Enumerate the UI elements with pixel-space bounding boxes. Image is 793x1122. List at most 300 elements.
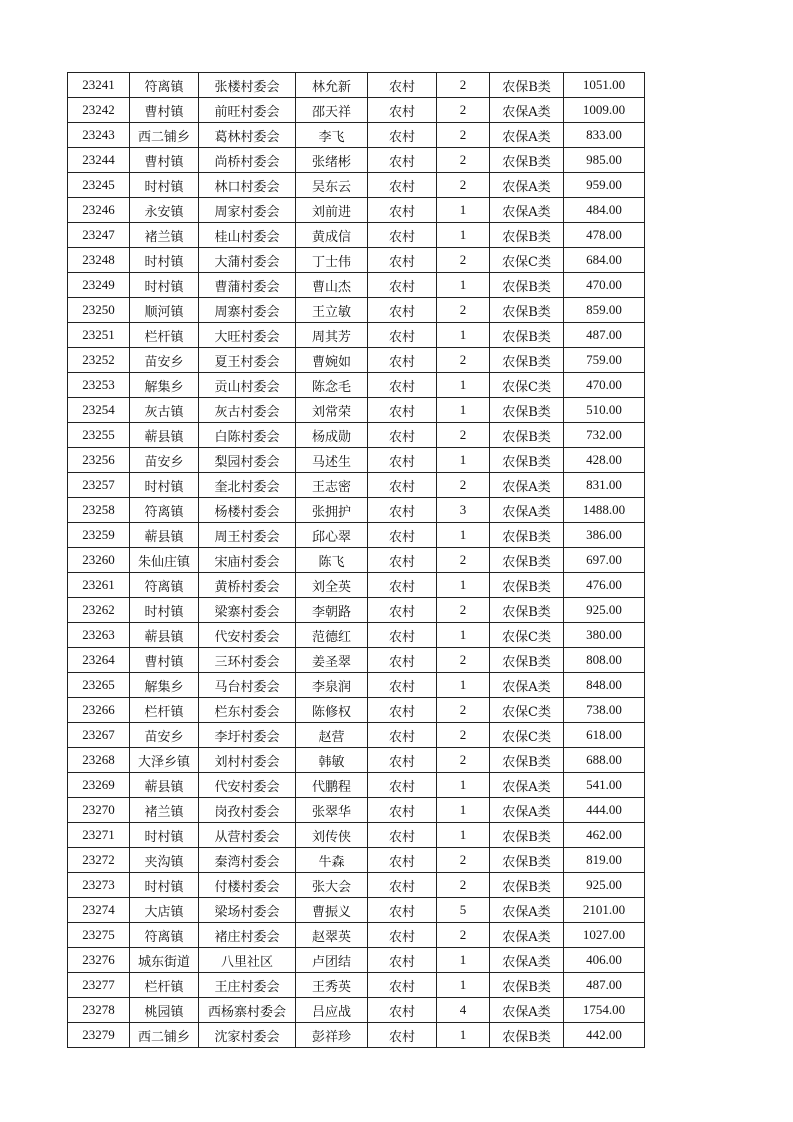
cell-town: 时村镇	[130, 873, 199, 898]
cell-household-size: 1	[437, 973, 490, 998]
cell-row-id: 23269	[68, 773, 130, 798]
cell-household-size: 2	[437, 298, 490, 323]
cell-area-type: 农村	[368, 273, 437, 298]
cell-town: 大泽乡镇	[130, 748, 199, 773]
cell-village: 沈家村委会	[199, 1023, 296, 1048]
cell-name: 刘前进	[296, 198, 368, 223]
cell-household-size: 2	[437, 748, 490, 773]
cell-village: 曹蒲村委会	[199, 273, 296, 298]
cell-row-id: 23254	[68, 398, 130, 423]
cell-amount: 1488.00	[564, 498, 645, 523]
table-row	[68, 423, 645, 448]
cell-household-size: 2	[437, 173, 490, 198]
cell-town: 蕲县镇	[130, 773, 199, 798]
cell-area-type: 农村	[368, 398, 437, 423]
table-row	[68, 723, 645, 748]
table-row	[68, 823, 645, 848]
cell-row-id: 23251	[68, 323, 130, 348]
table-row	[68, 698, 645, 723]
cell-insurance-class: 农保B类	[490, 73, 564, 98]
cell-row-id: 23248	[68, 248, 130, 273]
cell-area-type: 农村	[368, 473, 437, 498]
cell-amount: 406.00	[564, 948, 645, 973]
cell-village: 褚庄村委会	[199, 923, 296, 948]
cell-household-size: 2	[437, 548, 490, 573]
cell-area-type: 农村	[368, 923, 437, 948]
cell-amount: 925.00	[564, 598, 645, 623]
cell-amount: 1051.00	[564, 73, 645, 98]
cell-household-size: 4	[437, 998, 490, 1023]
cell-row-id: 23260	[68, 548, 130, 573]
cell-village: 白陈村委会	[199, 423, 296, 448]
cell-name: 曹振义	[296, 898, 368, 923]
cell-village: 奎北村委会	[199, 473, 296, 498]
cell-area-type: 农村	[368, 623, 437, 648]
cell-amount: 808.00	[564, 648, 645, 673]
cell-insurance-class: 农保B类	[490, 348, 564, 373]
cell-town: 西二铺乡	[130, 123, 199, 148]
cell-name: 李朝路	[296, 598, 368, 623]
table-row	[68, 323, 645, 348]
cell-insurance-class: 农保B类	[490, 848, 564, 873]
cell-row-id: 23244	[68, 148, 130, 173]
cell-insurance-class: 农保A类	[490, 198, 564, 223]
table-row	[68, 73, 645, 98]
cell-amount: 848.00	[564, 673, 645, 698]
cell-town: 符离镇	[130, 923, 199, 948]
table-row	[68, 598, 645, 623]
cell-row-id: 23253	[68, 373, 130, 398]
cell-town: 苗安乡	[130, 723, 199, 748]
table-row	[68, 398, 645, 423]
cell-row-id: 23241	[68, 73, 130, 98]
cell-row-id: 23246	[68, 198, 130, 223]
cell-town: 曹村镇	[130, 98, 199, 123]
cell-village: 王庄村委会	[199, 973, 296, 998]
cell-town: 夹沟镇	[130, 848, 199, 873]
cell-insurance-class: 农保A类	[490, 923, 564, 948]
cell-insurance-class: 农保A类	[490, 998, 564, 1023]
cell-amount: 484.00	[564, 198, 645, 223]
cell-village: 秦湾村委会	[199, 848, 296, 873]
cell-amount: 487.00	[564, 973, 645, 998]
cell-village: 杨楼村委会	[199, 498, 296, 523]
cell-village: 八里社区	[199, 948, 296, 973]
cell-village: 林口村委会	[199, 173, 296, 198]
table-row	[68, 523, 645, 548]
cell-village: 前旺村委会	[199, 98, 296, 123]
cell-town: 灰古镇	[130, 398, 199, 423]
cell-insurance-class: 农保A类	[490, 498, 564, 523]
cell-name: 彭祥珍	[296, 1023, 368, 1048]
table-row	[68, 248, 645, 273]
cell-area-type: 农村	[368, 148, 437, 173]
cell-row-id: 23279	[68, 1023, 130, 1048]
cell-household-size: 1	[437, 448, 490, 473]
cell-row-id: 23255	[68, 423, 130, 448]
cell-amount: 442.00	[564, 1023, 645, 1048]
cell-name: 刘常荣	[296, 398, 368, 423]
cell-row-id: 23277	[68, 973, 130, 998]
cell-household-size: 2	[437, 873, 490, 898]
cell-household-size: 1	[437, 198, 490, 223]
cell-insurance-class: 农保B类	[490, 873, 564, 898]
cell-village: 张楼村委会	[199, 73, 296, 98]
cell-insurance-class: 农保B类	[490, 598, 564, 623]
cell-town: 时村镇	[130, 473, 199, 498]
cell-village: 葛林村委会	[199, 123, 296, 148]
cell-town: 大店镇	[130, 898, 199, 923]
cell-town: 蕲县镇	[130, 623, 199, 648]
cell-town: 解集乡	[130, 373, 199, 398]
cell-name: 曹婉如	[296, 348, 368, 373]
cell-village: 付楼村委会	[199, 873, 296, 898]
cell-insurance-class: 农保C类	[490, 373, 564, 398]
cell-row-id: 23267	[68, 723, 130, 748]
cell-area-type: 农村	[368, 798, 437, 823]
cell-household-size: 2	[437, 248, 490, 273]
cell-area-type: 农村	[368, 73, 437, 98]
cell-insurance-class: 农保C类	[490, 698, 564, 723]
cell-area-type: 农村	[368, 773, 437, 798]
cell-name: 陈念毛	[296, 373, 368, 398]
cell-amount: 386.00	[564, 523, 645, 548]
cell-amount: 476.00	[564, 573, 645, 598]
cell-amount: 470.00	[564, 373, 645, 398]
cell-household-size: 1	[437, 623, 490, 648]
cell-row-id: 23257	[68, 473, 130, 498]
table-row	[68, 148, 645, 173]
table-row	[68, 1023, 645, 1048]
cell-village: 岗孜村委会	[199, 798, 296, 823]
cell-row-id: 23276	[68, 948, 130, 973]
cell-area-type: 农村	[368, 1023, 437, 1048]
cell-amount: 684.00	[564, 248, 645, 273]
cell-area-type: 农村	[368, 348, 437, 373]
cell-area-type: 农村	[368, 198, 437, 223]
cell-town: 朱仙庄镇	[130, 548, 199, 573]
cell-insurance-class: 农保B类	[490, 973, 564, 998]
cell-amount: 833.00	[564, 123, 645, 148]
table-row	[68, 948, 645, 973]
cell-town: 苗安乡	[130, 448, 199, 473]
cell-town: 栏杆镇	[130, 698, 199, 723]
table-row	[68, 898, 645, 923]
cell-insurance-class: 农保A类	[490, 798, 564, 823]
cell-amount: 478.00	[564, 223, 645, 248]
cell-insurance-class: 农保B类	[490, 648, 564, 673]
cell-town: 苗安乡	[130, 348, 199, 373]
cell-household-size: 1	[437, 223, 490, 248]
cell-area-type: 农村	[368, 873, 437, 898]
cell-row-id: 23270	[68, 798, 130, 823]
cell-row-id: 23266	[68, 698, 130, 723]
table-row	[68, 973, 645, 998]
cell-row-id: 23259	[68, 523, 130, 548]
cell-household-size: 2	[437, 648, 490, 673]
cell-amount: 1009.00	[564, 98, 645, 123]
cell-household-size: 2	[437, 423, 490, 448]
cell-household-size: 1	[437, 323, 490, 348]
cell-village: 从营村委会	[199, 823, 296, 848]
cell-name: 张绪彬	[296, 148, 368, 173]
cell-amount: 541.00	[564, 773, 645, 798]
cell-amount: 444.00	[564, 798, 645, 823]
cell-amount: 697.00	[564, 548, 645, 573]
cell-town: 符离镇	[130, 498, 199, 523]
cell-row-id: 23247	[68, 223, 130, 248]
cell-name: 杨成勋	[296, 423, 368, 448]
cell-household-size: 1	[437, 273, 490, 298]
cell-village: 周寨村委会	[199, 298, 296, 323]
cell-town: 桃园镇	[130, 998, 199, 1023]
cell-name: 李飞	[296, 123, 368, 148]
cell-insurance-class: 农保B类	[490, 423, 564, 448]
cell-town: 栏杆镇	[130, 323, 199, 348]
cell-name: 韩敏	[296, 748, 368, 773]
cell-insurance-class: 农保B类	[490, 298, 564, 323]
cell-amount: 831.00	[564, 473, 645, 498]
cell-town: 顺河镇	[130, 298, 199, 323]
cell-area-type: 农村	[368, 823, 437, 848]
table-row	[68, 798, 645, 823]
cell-name: 赵翠英	[296, 923, 368, 948]
cell-insurance-class: 农保B类	[490, 823, 564, 848]
cell-village: 梁寨村委会	[199, 598, 296, 623]
cell-amount: 1027.00	[564, 923, 645, 948]
cell-row-id: 23250	[68, 298, 130, 323]
cell-area-type: 农村	[368, 298, 437, 323]
table-row	[68, 673, 645, 698]
cell-village: 夏王村委会	[199, 348, 296, 373]
cell-village: 大蒲村委会	[199, 248, 296, 273]
cell-town: 时村镇	[130, 173, 199, 198]
table-row	[68, 373, 645, 398]
cell-name: 赵营	[296, 723, 368, 748]
cell-household-size: 2	[437, 923, 490, 948]
cell-area-type: 农村	[368, 123, 437, 148]
cell-town: 曹村镇	[130, 148, 199, 173]
cell-household-size: 2	[437, 473, 490, 498]
cell-amount: 428.00	[564, 448, 645, 473]
cell-amount: 759.00	[564, 348, 645, 373]
cell-name: 代鹏程	[296, 773, 368, 798]
cell-name: 牛森	[296, 848, 368, 873]
table-row	[68, 548, 645, 573]
cell-village: 灰古村委会	[199, 398, 296, 423]
cell-row-id: 23258	[68, 498, 130, 523]
cell-household-size: 1	[437, 673, 490, 698]
cell-insurance-class: 农保B类	[490, 1023, 564, 1048]
table-row	[68, 348, 645, 373]
cell-row-id: 23275	[68, 923, 130, 948]
cell-insurance-class: 农保B类	[490, 548, 564, 573]
cell-row-id: 23245	[68, 173, 130, 198]
cell-name: 张翠华	[296, 798, 368, 823]
cell-area-type: 农村	[368, 598, 437, 623]
cell-area-type: 农村	[368, 673, 437, 698]
table-row	[68, 223, 645, 248]
cell-household-size: 2	[437, 148, 490, 173]
cell-insurance-class: 农保C类	[490, 623, 564, 648]
cell-town: 时村镇	[130, 248, 199, 273]
cell-household-size: 2	[437, 698, 490, 723]
cell-insurance-class: 农保B类	[490, 573, 564, 598]
table-row	[68, 498, 645, 523]
cell-area-type: 农村	[368, 173, 437, 198]
cell-town: 永安镇	[130, 198, 199, 223]
cell-village: 宋庙村委会	[199, 548, 296, 573]
cell-area-type: 农村	[368, 848, 437, 873]
table-row	[68, 123, 645, 148]
cell-household-size: 1	[437, 523, 490, 548]
cell-area-type: 农村	[368, 373, 437, 398]
cell-town: 时村镇	[130, 598, 199, 623]
cell-insurance-class: 农保B类	[490, 148, 564, 173]
cell-row-id: 23274	[68, 898, 130, 923]
cell-amount: 732.00	[564, 423, 645, 448]
cell-town: 解集乡	[130, 673, 199, 698]
cell-amount: 470.00	[564, 273, 645, 298]
cell-town: 栏杆镇	[130, 973, 199, 998]
cell-row-id: 23271	[68, 823, 130, 848]
cell-area-type: 农村	[368, 698, 437, 723]
cell-household-size: 2	[437, 723, 490, 748]
cell-village: 周王村委会	[199, 523, 296, 548]
cell-village: 代安村委会	[199, 623, 296, 648]
cell-row-id: 23264	[68, 648, 130, 673]
cell-row-id: 23261	[68, 573, 130, 598]
cell-area-type: 农村	[368, 573, 437, 598]
cell-amount: 859.00	[564, 298, 645, 323]
cell-village: 西杨寨村委会	[199, 998, 296, 1023]
cell-name: 陈修权	[296, 698, 368, 723]
cell-area-type: 农村	[368, 973, 437, 998]
cell-town: 符离镇	[130, 73, 199, 98]
cell-household-size: 2	[437, 348, 490, 373]
cell-amount: 380.00	[564, 623, 645, 648]
cell-amount: 618.00	[564, 723, 645, 748]
cell-town: 时村镇	[130, 273, 199, 298]
cell-household-size: 2	[437, 598, 490, 623]
table-row	[68, 773, 645, 798]
cell-village: 尚桥村委会	[199, 148, 296, 173]
cell-household-size: 3	[437, 498, 490, 523]
cell-insurance-class: 农保B类	[490, 273, 564, 298]
table-row	[68, 448, 645, 473]
table-row	[68, 473, 645, 498]
cell-insurance-class: 农保B类	[490, 448, 564, 473]
data-table	[67, 72, 645, 1048]
cell-household-size: 1	[437, 948, 490, 973]
cell-town: 曹村镇	[130, 648, 199, 673]
cell-household-size: 1	[437, 1023, 490, 1048]
cell-row-id: 23256	[68, 448, 130, 473]
cell-town: 褚兰镇	[130, 798, 199, 823]
cell-town: 城东街道	[130, 948, 199, 973]
cell-name: 黄成信	[296, 223, 368, 248]
cell-area-type: 农村	[368, 998, 437, 1023]
cell-row-id: 23273	[68, 873, 130, 898]
cell-name: 马述生	[296, 448, 368, 473]
cell-area-type: 农村	[368, 548, 437, 573]
cell-name: 陈飞	[296, 548, 368, 573]
cell-name: 姜圣翠	[296, 648, 368, 673]
cell-name: 卢团结	[296, 948, 368, 973]
table-row	[68, 173, 645, 198]
cell-area-type: 农村	[368, 448, 437, 473]
cell-insurance-class: 农保A类	[490, 948, 564, 973]
cell-village: 马台村委会	[199, 673, 296, 698]
cell-household-size: 1	[437, 573, 490, 598]
table-row	[68, 298, 645, 323]
cell-row-id: 23278	[68, 998, 130, 1023]
cell-area-type: 农村	[368, 648, 437, 673]
cell-village: 大旺村委会	[199, 323, 296, 348]
table-row	[68, 873, 645, 898]
cell-household-size: 1	[437, 798, 490, 823]
cell-area-type: 农村	[368, 948, 437, 973]
cell-area-type: 农村	[368, 898, 437, 923]
cell-area-type: 农村	[368, 323, 437, 348]
cell-row-id: 23265	[68, 673, 130, 698]
cell-area-type: 农村	[368, 248, 437, 273]
table-row	[68, 98, 645, 123]
cell-insurance-class: 农保A类	[490, 898, 564, 923]
cell-area-type: 农村	[368, 498, 437, 523]
cell-household-size: 2	[437, 73, 490, 98]
cell-name: 刘全英	[296, 573, 368, 598]
cell-village: 代安村委会	[199, 773, 296, 798]
cell-area-type: 农村	[368, 723, 437, 748]
table-row	[68, 923, 645, 948]
cell-row-id: 23242	[68, 98, 130, 123]
cell-household-size: 2	[437, 123, 490, 148]
cell-amount: 819.00	[564, 848, 645, 873]
cell-name: 刘传侠	[296, 823, 368, 848]
cell-household-size: 1	[437, 398, 490, 423]
cell-amount: 738.00	[564, 698, 645, 723]
table-body	[68, 73, 645, 1048]
cell-area-type: 农村	[368, 98, 437, 123]
table-row	[68, 848, 645, 873]
cell-name: 周其芳	[296, 323, 368, 348]
cell-area-type: 农村	[368, 748, 437, 773]
cell-name: 李泉润	[296, 673, 368, 698]
cell-name: 吕应战	[296, 998, 368, 1023]
cell-amount: 1754.00	[564, 998, 645, 1023]
cell-insurance-class: 农保A类	[490, 98, 564, 123]
cell-insurance-class: 农保C类	[490, 248, 564, 273]
cell-town: 蕲县镇	[130, 523, 199, 548]
cell-name: 林允新	[296, 73, 368, 98]
cell-amount: 985.00	[564, 148, 645, 173]
cell-row-id: 23268	[68, 748, 130, 773]
cell-amount: 688.00	[564, 748, 645, 773]
cell-insurance-class: 农保B类	[490, 523, 564, 548]
cell-village: 刘村村委会	[199, 748, 296, 773]
cell-row-id: 23249	[68, 273, 130, 298]
cell-household-size: 1	[437, 373, 490, 398]
cell-village: 梨园村委会	[199, 448, 296, 473]
cell-amount: 925.00	[564, 873, 645, 898]
cell-area-type: 农村	[368, 423, 437, 448]
cell-insurance-class: 农保C类	[490, 723, 564, 748]
cell-insurance-class: 农保B类	[490, 223, 564, 248]
cell-name: 丁士伟	[296, 248, 368, 273]
cell-name: 王秀英	[296, 973, 368, 998]
cell-name: 王立敏	[296, 298, 368, 323]
